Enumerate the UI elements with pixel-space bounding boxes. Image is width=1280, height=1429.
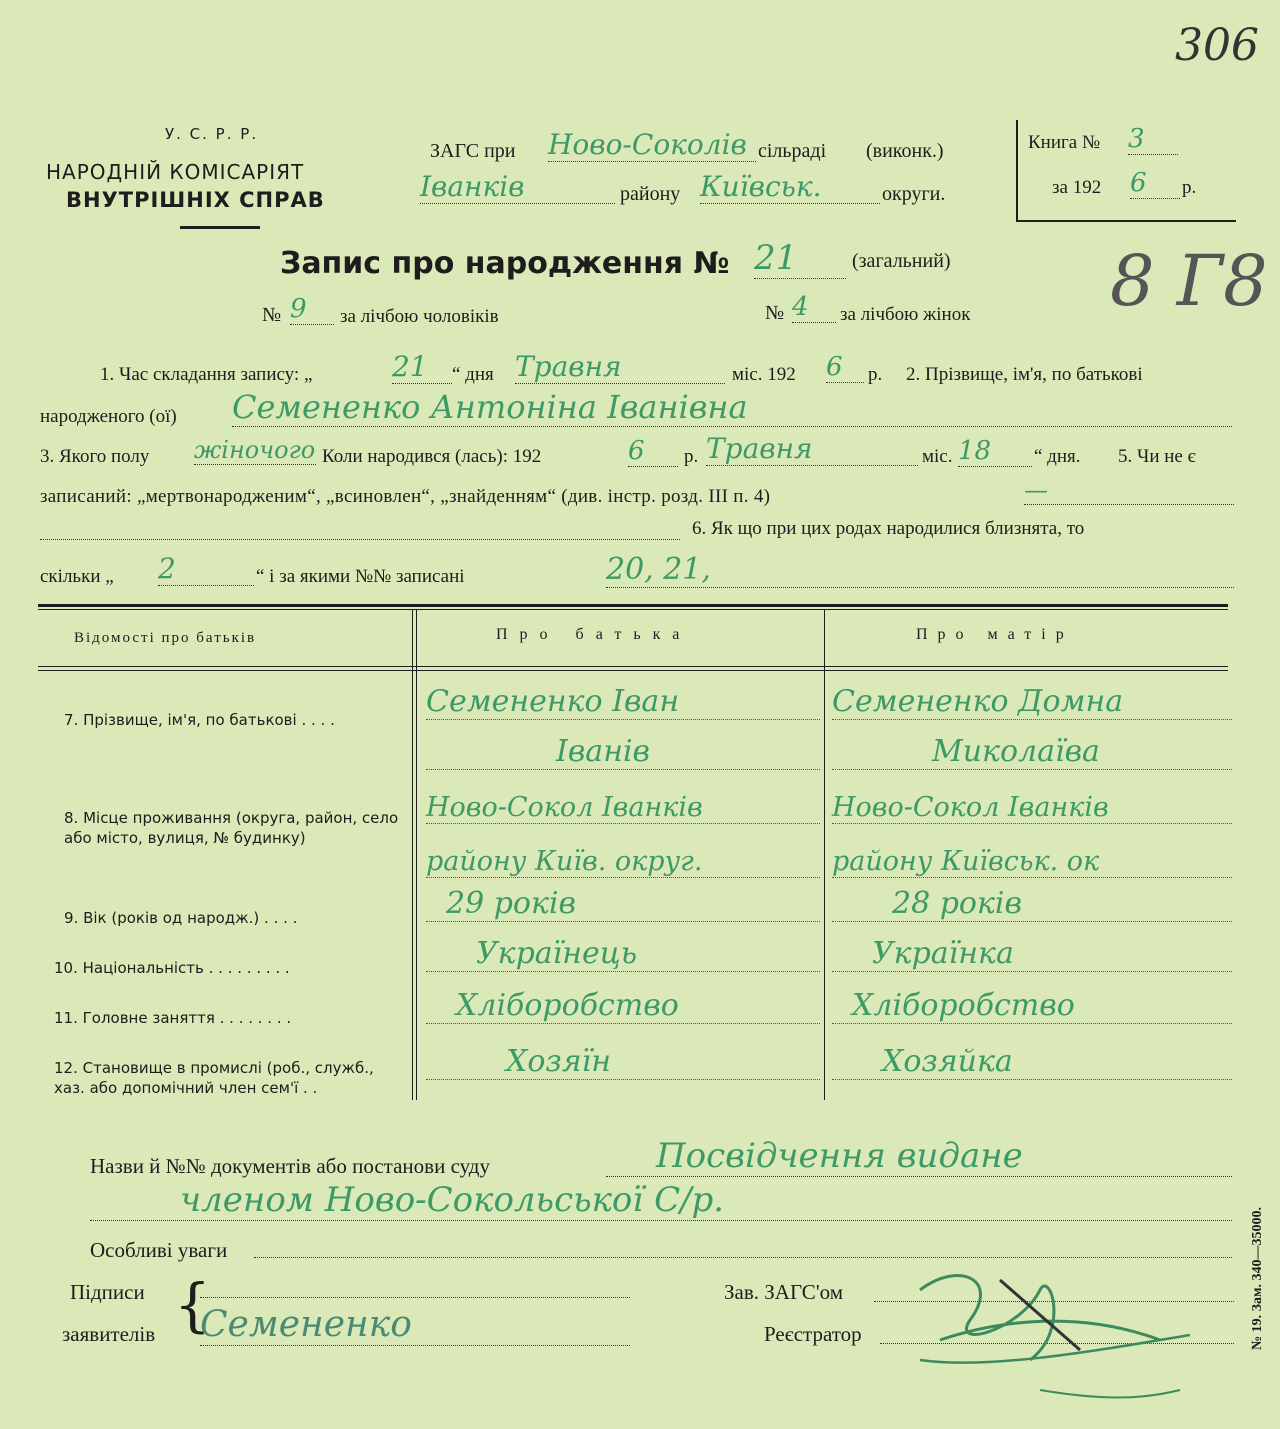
zags-raion-label: району: [620, 183, 681, 205]
zags-rada-suffix: сільраді: [758, 140, 827, 162]
field-4-day: 18: [958, 436, 1032, 467]
zags-vykonk: (виконк.): [866, 140, 944, 162]
applicants-label-1: Підписи: [70, 1280, 145, 1304]
field-4-year: 6: [628, 436, 678, 467]
field-6-line2-b: “ і за якими №№ записані: [256, 566, 465, 587]
field-5-value: —: [1024, 476, 1234, 505]
field-1-month-suffix: міс. 192: [732, 364, 796, 385]
row-11-father: Хліборобство: [426, 988, 820, 1024]
row-7-mother-2: Миколаїва: [832, 734, 1232, 770]
table-header-rule: [38, 666, 1228, 667]
record-number: 21: [754, 238, 846, 279]
men-prefix: №: [262, 304, 282, 326]
row-9-label: 9. Вік (років од народж.) . . . .: [64, 909, 298, 927]
field-4-month-suffix: міс.: [922, 446, 953, 467]
table-col-divider-1: [412, 610, 413, 1100]
notes-label: Особливі уваги: [90, 1238, 228, 1262]
field-2-label-line2: народженого (ої): [40, 406, 177, 427]
book-year-digit: 6: [1130, 168, 1180, 199]
stamp-underline: [180, 226, 260, 229]
field-6-numbers: 20, 21,: [606, 552, 1234, 588]
documents-value-1: Посвідчення видане: [606, 1136, 1232, 1177]
table-col2-header: Про батька: [496, 626, 692, 643]
zags-okruha-label: округи.: [882, 183, 946, 205]
row-10-label: 10. Національність . . . . . . . . .: [54, 959, 290, 977]
field-5-label: 5. Чи не є: [1118, 446, 1196, 467]
field-1-day: 21: [392, 350, 452, 384]
row-8-mother-1: Ново-Сокол Іванків: [832, 792, 1232, 824]
men-label: за лічбою чоловіків: [340, 306, 499, 327]
row-7-mother-1: Семененко Домна: [832, 684, 1232, 720]
registrar-label: Реєстратор: [764, 1322, 862, 1346]
women-number: 4: [792, 292, 836, 323]
book-year-suffix: р.: [1182, 177, 1197, 198]
row-8-label: 8. Місце проживання (округа, район, село або місто, вулиця, № будинку): [64, 809, 399, 847]
row-8-mother-2: району Київськ. ок: [832, 846, 1232, 878]
table-col-divider-1b: [416, 610, 417, 1100]
stamp-line-2: НАРОДНІЙ КОМІСАРІЯТ: [46, 160, 305, 184]
field-4-day-suffix: “ дня.: [1034, 446, 1081, 467]
documents-label: Назви й №№ документів або постанови суду: [90, 1154, 490, 1178]
row-9-mother: 28 років: [832, 886, 1232, 922]
row-7-label: 7. Прізвище, ім'я, по батькові . . . .: [64, 711, 335, 729]
row-11-label: 11. Головне заняття . . . . . . . .: [54, 1009, 292, 1027]
zags-okruha-value: Київськ.: [700, 170, 880, 204]
zags-raion-value: Іванків: [420, 170, 615, 204]
stamp-line-1: У. С. Р. Р.: [165, 125, 259, 143]
row-7-father-1: Семененко Іван: [426, 684, 820, 720]
zags-rada-value: Ново-Соколів: [548, 128, 756, 162]
men-number: 9: [290, 294, 334, 325]
field-6-count: 2: [158, 552, 254, 586]
field-4-label: Коли народився (лась): 192: [322, 446, 542, 467]
book-label: Книга №: [1028, 132, 1101, 153]
applicants-label-2: заявителів: [62, 1322, 156, 1346]
table-col-divider-2: [824, 610, 825, 1100]
field-4-year-suffix: р.: [684, 446, 699, 467]
table-col3-header: Про матір: [916, 626, 1074, 643]
applicant-signature: Семененко: [200, 1304, 630, 1346]
field-6-label: 6. Як що при цих родах народилися близнята, то: [692, 518, 1085, 539]
field-1-year-suffix: р.: [868, 364, 883, 385]
table-top-rule-2: [38, 609, 1228, 610]
stamp-line-3: ВНУТРІШНІХ СПРАВ: [66, 188, 325, 212]
row-12-mother: Хозяйка: [832, 1044, 1232, 1080]
field-2-value: Семененко Антоніна Іванівна: [232, 388, 1232, 427]
table-col1-header: Відомості про батьків: [74, 630, 257, 646]
field-6-line2-a: скільки „: [40, 566, 114, 587]
signature-scribbles: [880, 1250, 1220, 1420]
zags-prefix: ЗАГС при: [430, 140, 516, 162]
row-7-father-2: Іванів: [426, 734, 820, 770]
book-year-label: за 192: [1052, 177, 1102, 198]
women-label: за лічбою жінок: [840, 304, 971, 325]
field-1-day-suffix: “ дня: [452, 364, 494, 385]
field-3-value: жіночого: [194, 436, 316, 464]
applicant-line-1: [200, 1296, 630, 1298]
row-9-father: 29 років: [426, 886, 820, 922]
field-1-year: 6: [826, 352, 864, 383]
archive-page-number: 306: [1175, 20, 1259, 71]
row-10-father: Українець: [426, 936, 820, 972]
field-5-line2: записаний: „мертвонародженим“, „всиновлен“, „знайденням“ (див. інстр. розд. III п. 4): [40, 486, 771, 507]
field-1-month: Травня: [515, 350, 725, 384]
women-prefix: №: [765, 302, 785, 324]
record-title: Запис про народження №: [280, 246, 730, 281]
field-4-month: Травня: [706, 432, 918, 466]
row-8-father-1: Ново-Сокол Іванків: [426, 792, 820, 824]
table-header-rule-2: [38, 670, 1228, 671]
table-top-rule-1: [38, 604, 1228, 607]
head-label: Зав. ЗАГС'ом: [724, 1280, 843, 1304]
row-11-mother: Хліборобство: [832, 988, 1232, 1024]
margin-note: 8 Г8: [1110, 240, 1268, 322]
documents-value-2: членом Ново-Сокольської С/р.: [90, 1180, 1232, 1221]
applicants-brace: {: [174, 1271, 211, 1339]
book-number: 3: [1128, 124, 1178, 155]
field-5-continuation: [40, 538, 680, 540]
record-general: (загальний): [852, 250, 951, 272]
side-print: № 19. Зам. 340—35000.: [1250, 1207, 1265, 1350]
row-12-label: 12. Становище в промислі (роб., служб., хаз. або допомічний член сем'ї . .: [54, 1059, 374, 1097]
field-2-label: 2. Прізвище, ім'я, по батькові: [906, 364, 1143, 385]
row-10-mother: Українка: [832, 936, 1232, 972]
field-3-label: 3. Якого полу: [40, 446, 150, 467]
row-8-father-2: району Київ. округ.: [426, 846, 820, 878]
row-12-father: Хозяїн: [426, 1044, 820, 1080]
field-1-label: 1. Час складання запису: „: [100, 364, 313, 385]
